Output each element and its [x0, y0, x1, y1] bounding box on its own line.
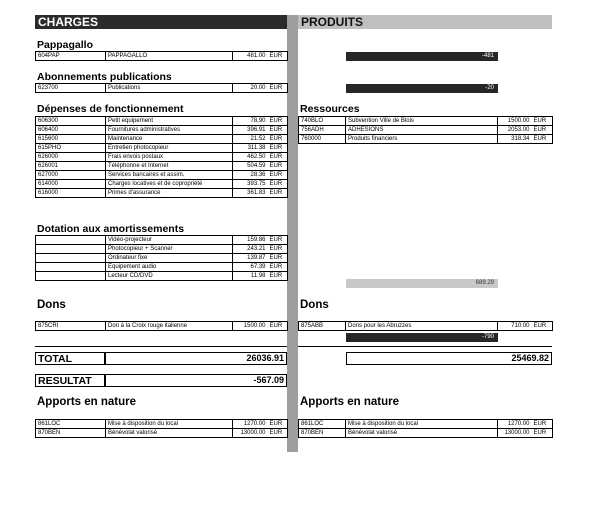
account-label: Publications: [106, 84, 233, 93]
account-code: 623700: [36, 84, 106, 93]
account-code: 756ADH: [299, 126, 346, 135]
charges-header: CHARGES: [35, 15, 287, 29]
currency: EUR: [532, 420, 553, 429]
table-row: [36, 322, 288, 331]
table-row: [299, 135, 553, 144]
ressources-title: Ressources: [300, 103, 360, 115]
amount: 2053.00: [498, 126, 532, 135]
table-row: [36, 429, 288, 438]
account-label: Bénévolat valorisé: [346, 429, 498, 438]
table-row: [36, 162, 288, 171]
table-row: [299, 322, 553, 331]
amount: 13000.00: [233, 429, 268, 438]
account-label: Services bancaires et assim.: [106, 171, 233, 180]
pappagallo-title: Pappagallo: [37, 39, 94, 51]
pappagallo-table: [35, 51, 288, 61]
account-code: [36, 254, 106, 263]
currency: EUR: [268, 420, 288, 429]
amount: 710.00: [498, 322, 532, 331]
currency: EUR: [268, 52, 288, 61]
currency: EUR: [268, 322, 288, 331]
produits-apports-table: [298, 419, 553, 438]
account-code: 760000: [299, 135, 346, 144]
account-label: Don à la Croix rouge italienne: [106, 322, 233, 331]
table-row: [36, 245, 288, 254]
table-row: [36, 420, 288, 429]
currency: EUR: [268, 189, 288, 198]
account-code: 606400: [36, 126, 106, 135]
produits-dons-title: Dons: [300, 299, 329, 311]
currency: EUR: [532, 429, 553, 438]
depenses-table: [35, 116, 288, 198]
separator: [35, 346, 287, 347]
currency: EUR: [532, 322, 553, 331]
currency: EUR: [268, 245, 288, 254]
table-row: [36, 126, 288, 135]
account-label: Ordinateur fixe: [106, 254, 233, 263]
currency: EUR: [268, 135, 288, 144]
amount: 462.50: [233, 153, 268, 162]
account-label: Dons pour les Abruzzes: [346, 322, 498, 331]
account-code: 614000: [36, 180, 106, 189]
account-label: Subvention Ville de Blois: [346, 117, 498, 126]
amount: 1500.00: [498, 117, 532, 126]
apports-title: Apports en nature: [37, 396, 137, 408]
account-code: 875CRI: [36, 322, 106, 331]
resultat-value: -567.09: [105, 374, 287, 387]
currency: EUR: [268, 254, 288, 263]
account-label: Entretien photocopieur: [106, 144, 233, 153]
table-row: [36, 135, 288, 144]
amount: 139.87: [233, 254, 268, 263]
account-label: Frais envois postaux: [106, 153, 233, 162]
account-label: Photocopieur + Scanner: [106, 245, 233, 254]
account-code: 875ABB: [299, 322, 346, 331]
account-code: 861LOC: [36, 420, 106, 429]
amount: 28.36: [233, 171, 268, 180]
currency: EUR: [268, 126, 288, 135]
amount: 318.34: [498, 135, 532, 144]
depenses-title: Dépenses de fonctionnement: [37, 103, 184, 115]
table-row: [299, 429, 553, 438]
currency: EUR: [532, 126, 553, 135]
account-code: 604PAP: [36, 52, 106, 61]
amount: 504.59: [233, 162, 268, 171]
account-code: 615600: [36, 135, 106, 144]
abonnements-balance-bar: -20: [346, 84, 498, 93]
account-code: 870BEN: [299, 429, 346, 438]
currency: EUR: [268, 84, 288, 93]
dotation-balance-bar: 689.29: [346, 279, 498, 288]
table-row: [36, 254, 288, 263]
account-label: Charges locatives et de copropriété: [106, 180, 233, 189]
table-row: [36, 117, 288, 126]
account-label: Equipement audio: [106, 263, 233, 272]
table-row: [299, 420, 553, 429]
account-label: Téléphonne et Internet: [106, 162, 233, 171]
currency: EUR: [532, 117, 553, 126]
amount: 1500.00: [233, 322, 268, 331]
amount: 20.00: [233, 84, 268, 93]
table-row: [36, 153, 288, 162]
dons-balance-bar: -790: [346, 333, 498, 342]
center-divider: [287, 15, 298, 452]
account-label: Mise à disposition du local: [346, 420, 498, 429]
amount: 11.98: [233, 272, 268, 281]
amount: 396.91: [233, 126, 268, 135]
dons-table: [35, 321, 288, 331]
total-label: TOTAL: [35, 352, 105, 365]
amount: 1270.00: [498, 420, 532, 429]
amount: 311.38: [233, 144, 268, 153]
account-code: [36, 272, 106, 281]
resultat-label: RESULTAT: [35, 374, 105, 387]
amount: 159.86: [233, 236, 268, 245]
account-code: 606300: [36, 117, 106, 126]
account-code: 615PHO: [36, 144, 106, 153]
account-code: 870BEN: [36, 429, 106, 438]
account-label: Produits financiers: [346, 135, 498, 144]
currency: EUR: [532, 135, 553, 144]
produits-apports-title: Apports en nature: [300, 396, 400, 408]
account-label: PAPPAGALLO: [106, 52, 233, 61]
dotation-table: [35, 235, 288, 281]
account-code: [36, 263, 106, 272]
currency: EUR: [268, 272, 288, 281]
account-code: [36, 245, 106, 254]
account-code: 616000: [36, 189, 106, 198]
account-label: ADHESIONS: [346, 126, 498, 135]
amount: 481.00: [233, 52, 268, 61]
produits-dons-table: [298, 321, 553, 331]
total-charges-value: 26036.91: [105, 352, 287, 365]
table-row: [36, 84, 288, 93]
dotation-title: Dotation aux amortissements: [37, 223, 185, 235]
amount: 78.90: [233, 117, 268, 126]
account-label: Maintenance: [106, 135, 233, 144]
currency: EUR: [268, 117, 288, 126]
dons-title: Dons: [37, 299, 66, 311]
account-code: 740BLO: [299, 117, 346, 126]
account-code: [36, 236, 106, 245]
currency: EUR: [268, 236, 288, 245]
account-label: Petit equipement: [106, 117, 233, 126]
table-row: [36, 263, 288, 272]
pappagallo-balance-bar: -481: [346, 52, 498, 61]
currency: EUR: [268, 263, 288, 272]
table-row: [36, 171, 288, 180]
table-row: [36, 52, 288, 61]
account-label: Fournitures administratives: [106, 126, 233, 135]
amount: 67.39: [233, 263, 268, 272]
currency: EUR: [268, 144, 288, 153]
produits-header: PRODUITS: [298, 15, 552, 29]
abonnements-table: [35, 83, 288, 93]
account-code: 626000: [36, 153, 106, 162]
account-label: Mise à disposition du local: [106, 420, 233, 429]
table-row: [36, 180, 288, 189]
table-row: [299, 126, 553, 135]
currency: EUR: [268, 153, 288, 162]
currency: EUR: [268, 162, 288, 171]
apports-table: [35, 419, 288, 438]
account-label: Lecteur CD/DVD: [106, 272, 233, 281]
table-row: [36, 189, 288, 198]
currency: EUR: [268, 429, 288, 438]
account-label: Vidéo-projecteur: [106, 236, 233, 245]
account-label: Primes d'assurance: [106, 189, 233, 198]
account-label: Bénévolat valorisé: [106, 429, 233, 438]
account-code: 627000: [36, 171, 106, 180]
amount: 13000.00: [498, 429, 532, 438]
table-row: [299, 117, 553, 126]
amount: 1270.00: [233, 420, 268, 429]
total-produits-value: 25469.82: [346, 352, 552, 365]
separator: [298, 346, 552, 347]
amount: 21.52: [233, 135, 268, 144]
amount: 393.75: [233, 180, 268, 189]
currency: EUR: [268, 171, 288, 180]
account-code: 626001: [36, 162, 106, 171]
currency: EUR: [268, 180, 288, 189]
amount: 361.83: [233, 189, 268, 198]
table-row: [36, 144, 288, 153]
table-row: [36, 272, 288, 281]
table-row: [36, 236, 288, 245]
amount: 243.21: [233, 245, 268, 254]
account-code: 861LOC: [299, 420, 346, 429]
abonnements-title: Abonnements publications: [37, 71, 172, 83]
ressources-table: [298, 116, 553, 144]
